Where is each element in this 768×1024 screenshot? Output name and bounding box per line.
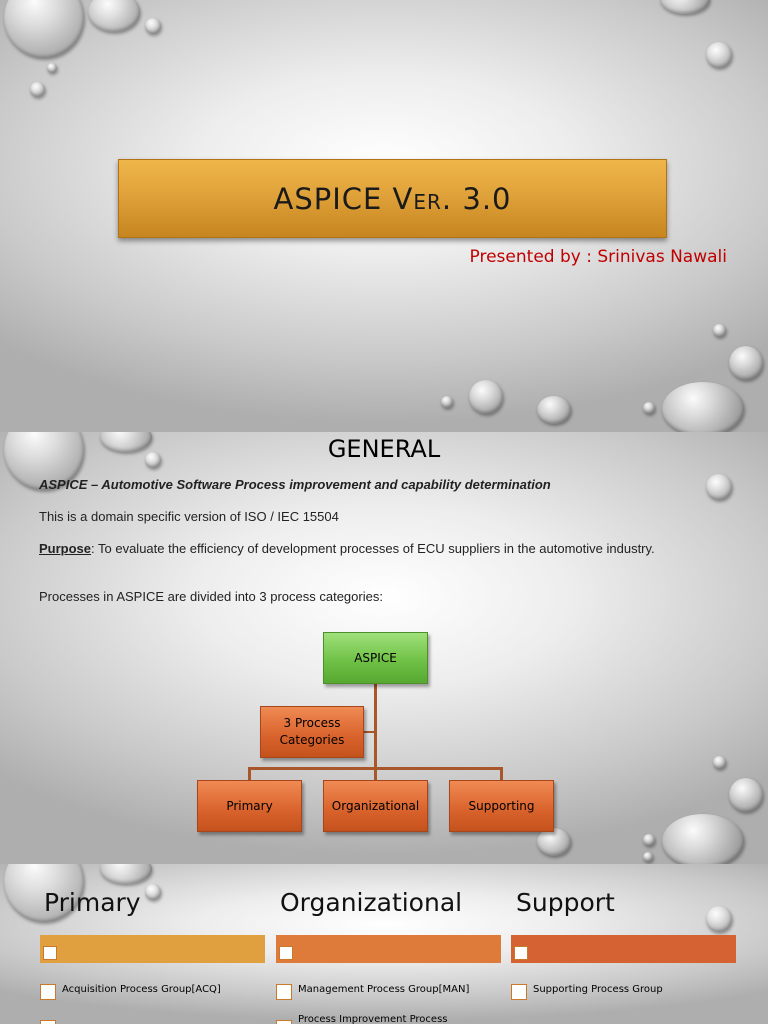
water-drop <box>537 396 571 424</box>
general-slide <box>0 432 768 864</box>
diagram-connector <box>248 767 503 770</box>
slide-title: GENERAL <box>327 435 441 463</box>
water-drop <box>706 906 732 932</box>
water-drop <box>145 18 161 34</box>
diagram-leaf-organizational: Organizational <box>323 780 428 832</box>
water-drop <box>441 396 453 408</box>
checkbox-icon <box>279 946 293 960</box>
presenter-line: Presented by : Srinivas Nawali <box>469 247 727 267</box>
diagram-categories-node: 3 Process Categories <box>260 706 364 758</box>
checkbox-icon <box>276 984 292 1000</box>
support-bar <box>511 935 736 963</box>
diagram-connector <box>364 731 376 733</box>
water-drop <box>713 756 726 769</box>
water-drop <box>47 63 57 73</box>
list-item-label: Acquisition Process Group[ACQ] <box>62 984 221 995</box>
diagram-leaf-primary: Primary <box>197 780 302 832</box>
purpose-text: : To evaluate the efficiency of development processes of ECU suppliers in the automotive industry. <box>91 541 655 556</box>
water-drop <box>706 474 732 500</box>
primary-bar <box>40 935 265 963</box>
slide-title: ASPICE Ver. 3.0 <box>273 181 512 216</box>
water-drop <box>30 82 45 97</box>
water-drop <box>88 0 140 32</box>
support-heading: Support <box>516 888 615 917</box>
organizational-bar <box>276 935 501 963</box>
water-drop <box>662 814 744 864</box>
water-drop <box>643 834 655 846</box>
water-drop <box>643 852 653 862</box>
organizational-heading: Organizational <box>280 888 463 917</box>
water-drop <box>643 402 655 414</box>
water-drop <box>729 778 763 812</box>
diagram-connector <box>500 767 503 780</box>
list-item-label: Supporting Process Group <box>533 984 663 995</box>
title-slide <box>0 0 768 432</box>
checkbox-icon <box>511 984 527 1000</box>
water-drop <box>706 42 732 68</box>
aspice-definition: ASPICE – Automotive Software Process improvement and capability determination <box>39 477 551 492</box>
primary-heading: Primary <box>44 888 141 917</box>
categories-intro: Processes in ASPICE are divided into 3 process categories: <box>39 589 383 604</box>
checkbox-icon <box>514 946 528 960</box>
diagram-leaf-supporting: Supporting <box>449 780 554 832</box>
water-drop <box>662 382 744 432</box>
water-drop <box>4 0 84 58</box>
water-drop <box>729 346 763 380</box>
water-drop <box>660 0 710 14</box>
checkbox-icon <box>43 946 57 960</box>
domain-line: This is a domain specific version of ISO / IEC 15504 <box>39 509 339 524</box>
checkbox-icon <box>40 984 56 1000</box>
purpose-line <box>39 541 655 556</box>
diagram-connector <box>248 767 251 780</box>
list-item-label: Process Improvement Process <box>298 1014 448 1024</box>
list-item-label: Management Process Group[MAN] <box>298 984 470 995</box>
water-drop <box>537 828 571 856</box>
checkbox-icon <box>40 1020 56 1024</box>
water-drop <box>469 380 503 414</box>
title-banner <box>118 159 667 238</box>
water-drop <box>145 884 161 900</box>
checkbox-icon <box>276 1020 292 1024</box>
purpose-label: Purpose <box>39 541 92 556</box>
water-drop <box>713 324 726 337</box>
diagram-root-node: ASPICE <box>323 632 428 684</box>
water-drop <box>100 864 152 884</box>
categories-slide <box>0 864 768 1024</box>
